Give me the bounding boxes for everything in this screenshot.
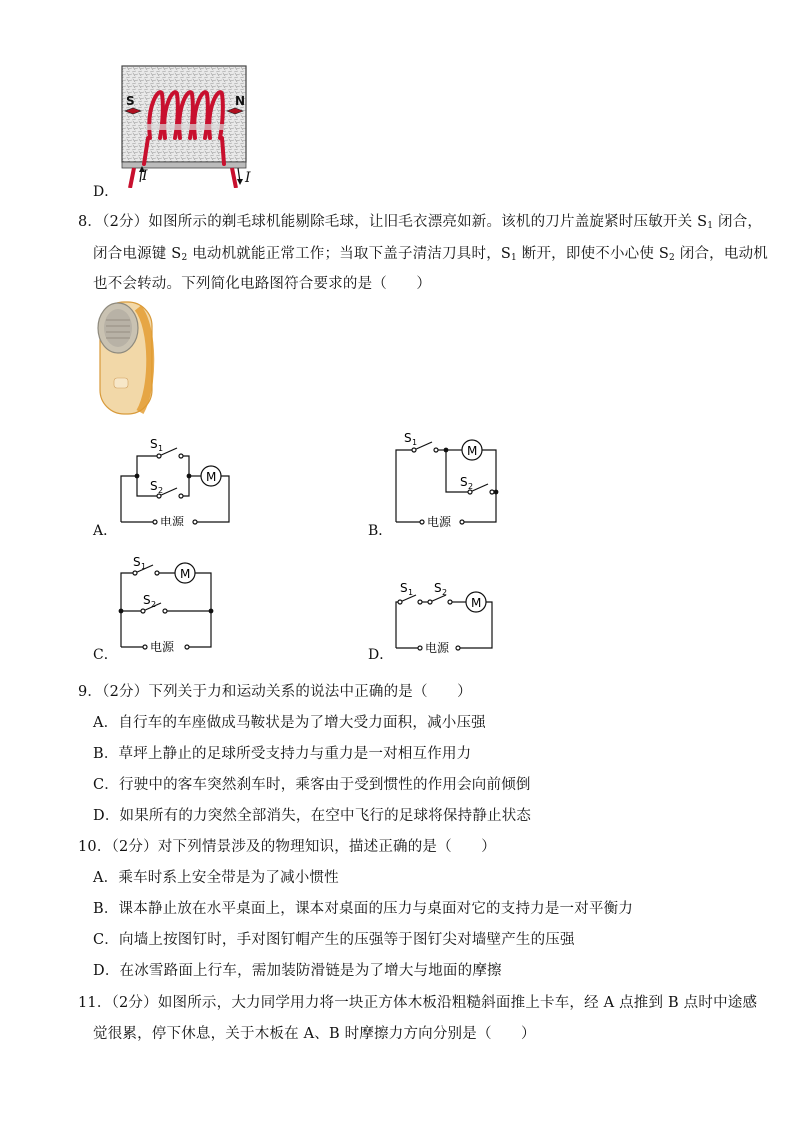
sub-label: 2 <box>158 486 164 495</box>
q8-option-b-label: B． <box>368 523 393 539</box>
sub-label: 2 <box>151 600 157 609</box>
switch-s2-label: S <box>150 479 158 493</box>
q11-stem-line2: 觉很累，停下休息，关于木板在 A、B 时摩擦力方向分别是（ ） <box>93 1026 536 1042</box>
switch-s2-label: S <box>143 593 151 607</box>
sub-label: 2 <box>442 588 448 597</box>
power-source-label: 电源 <box>150 640 175 653</box>
switch-s1-label: S <box>404 431 412 445</box>
q8-stem-line2: 闭合电源键 $S_2$ 电动机就能正常工作；当取下盖子清洁刀具时，$S_1$ 断开，即使不小心使 $S_2$ 闭合，电动机 <box>93 246 768 263</box>
power-source-label: 电源 <box>427 515 452 529</box>
q8-option-d-label: D． <box>368 647 394 663</box>
switch-s2-label: S <box>434 581 442 595</box>
power-source-label: 电源 <box>425 641 450 655</box>
power-source-label: 电源 <box>160 515 185 526</box>
q10-option-b: B．课本静止放在水平桌面上，课本对桌面的压力与桌面对它的支持力是一对平衡力 <box>93 901 634 917</box>
q10-option-d: D．在冰雪路面上行车，需加装防滑链是为了增大与地面的摩擦 <box>93 963 502 979</box>
sub-label: 1 <box>141 562 147 571</box>
circuit-d <box>390 580 500 656</box>
sub-label: 1 <box>412 438 418 447</box>
q10-option-c: C．向墙上按图钉时，手对图钉帽产生的压强等于图钉尖对墙壁产生的压强 <box>93 932 575 948</box>
solenoid-photo <box>120 64 250 188</box>
circuit-c <box>115 553 220 653</box>
pole-n-label: N <box>235 94 246 108</box>
motor-icon: M <box>180 567 191 581</box>
sub-label: 2 <box>468 482 474 491</box>
motor-icon: M <box>467 444 478 458</box>
q8-option-a-label: A． <box>93 523 118 539</box>
q9-option-c: C．行驶中的客车突然刹车时，乘客由于受到惯性的作用会向前倾倒 <box>93 777 531 793</box>
q8-stem-line3: 也不会转动。下列简化电路图符合要求的是（ ） <box>93 276 432 292</box>
q7-option-d-label: D． <box>93 184 119 200</box>
motor-icon: M <box>206 470 217 484</box>
q9-option-b: B．草坪上静止的足球所受支持力与重力是一对相互作用力 <box>93 746 472 762</box>
sub-label: 1 <box>158 444 164 453</box>
switch-s1-label: S <box>150 437 158 451</box>
q10-stem: 10．（2分）对下列情景涉及的物理知识，描述正确的是（ ） <box>78 839 496 855</box>
switch-s1-label: S <box>400 581 408 595</box>
q9-option-a: A．自行车的车座做成马鞍状是为了增大受力面积，减小压强 <box>93 715 486 731</box>
q8-stem-line1: 8．（2分）如图所示的剃毛球机能剔除毛球，让旧毛衣漂亮如新。该机的刀片盖旋紧时压敏开关 $S_1$ 闭合， <box>78 214 763 231</box>
q8-option-c-label: C． <box>93 647 118 663</box>
pole-s-label: S <box>126 94 135 108</box>
lint-shaver-photo <box>94 298 158 418</box>
q9-stem: 9．（2分）下列关于力和运动关系的说法中正确的是（ ） <box>78 684 472 700</box>
sub-label: 1 <box>408 588 414 597</box>
q11-stem-line1: 11．（2分）如图所示，大力同学用力将一块正方体木板沿粗糙斜面推上卡车，经 A 点推到 B 点时中途感 <box>78 995 758 1011</box>
circuit-b <box>390 428 505 530</box>
switch-s2-label: S <box>460 475 468 489</box>
q10-option-a: A．乘车时系上安全带是为了减小惯性 <box>93 870 339 886</box>
current-label-right: I <box>245 170 251 186</box>
motor-icon: M <box>471 596 482 610</box>
switch-s1-label: S <box>133 555 141 569</box>
circuit-a <box>115 434 235 526</box>
q9-option-d: D．如果所有的力突然全部消失，在空中飞行的足球将保持静止状态 <box>93 808 532 824</box>
current-label-left: I <box>142 168 148 184</box>
